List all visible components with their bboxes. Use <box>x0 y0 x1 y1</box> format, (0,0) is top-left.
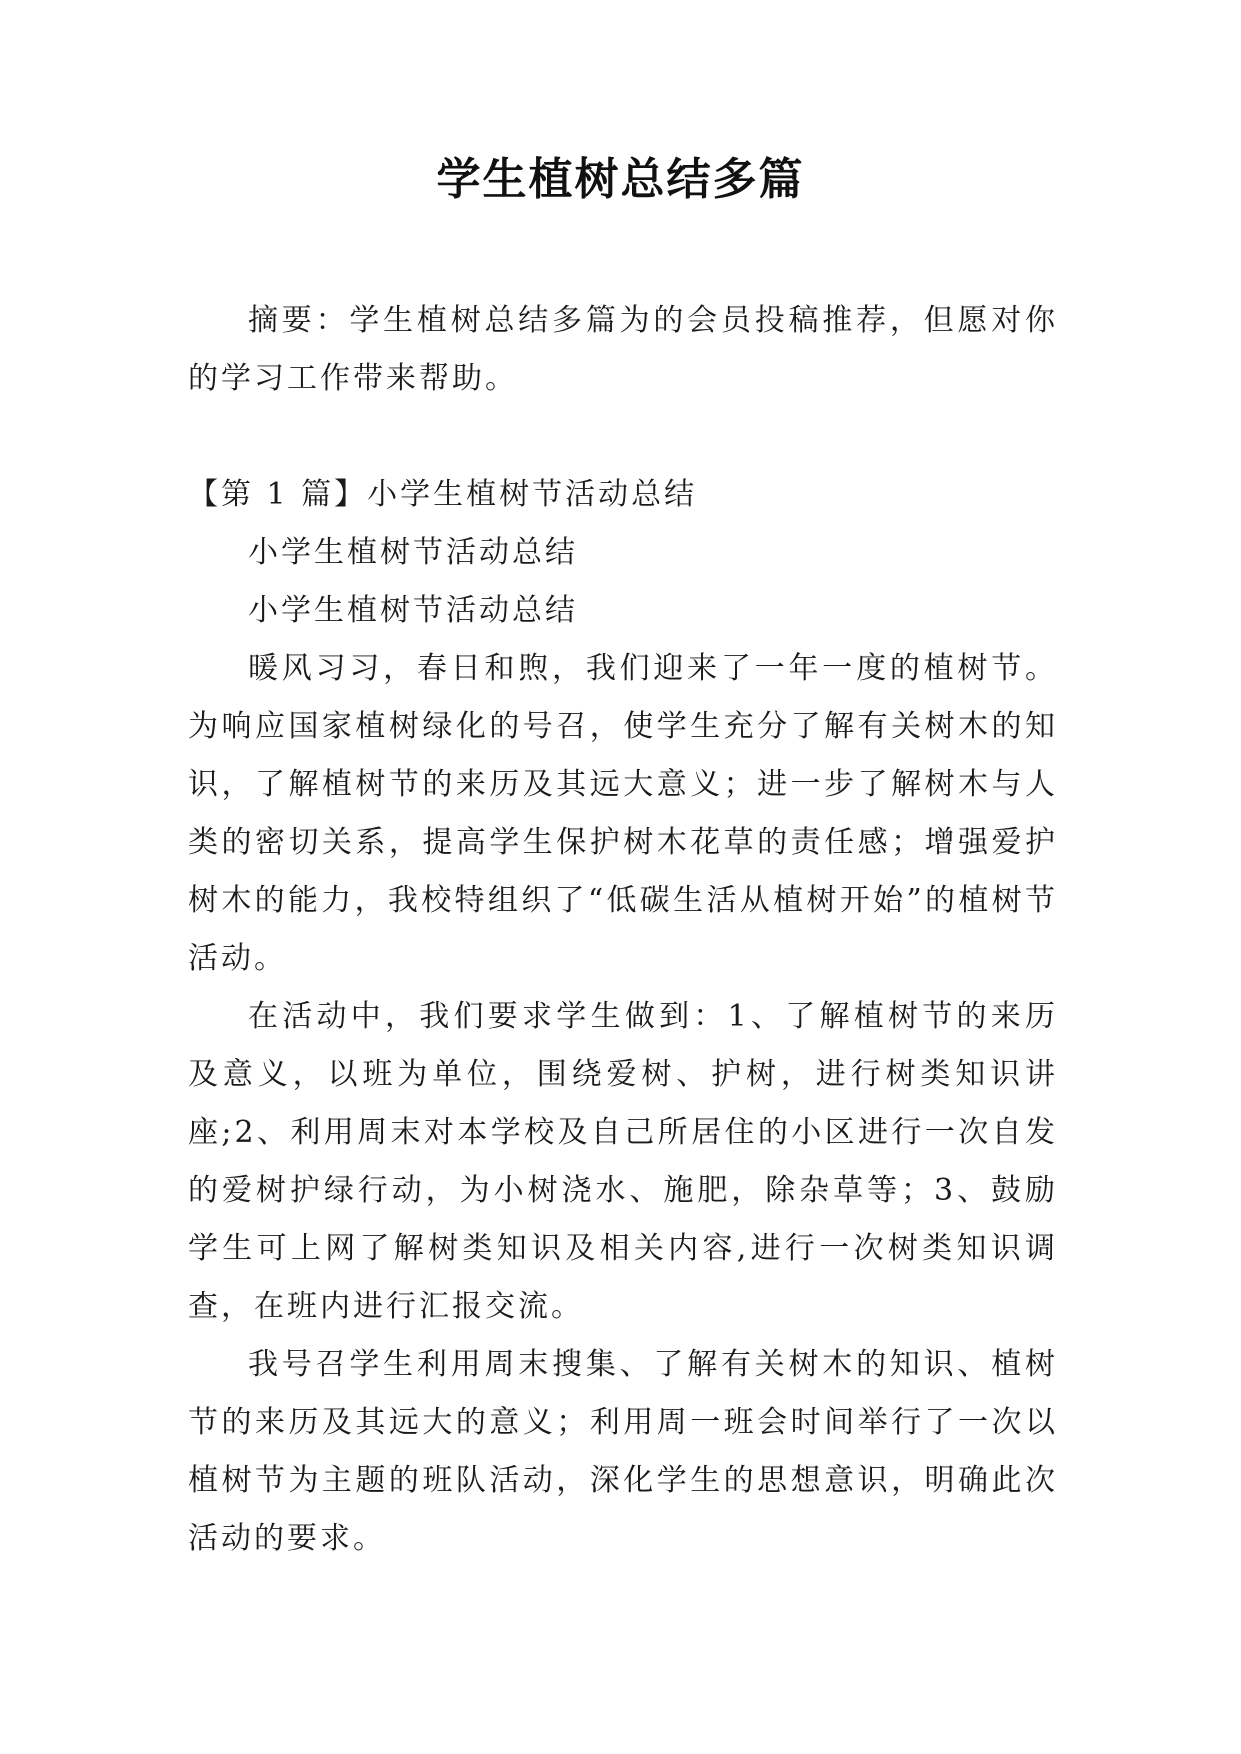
section-subtitle: 小学生植树节活动总结 <box>248 593 578 628</box>
body-paragraph: 我号召学生利用周末搜集、了解有关树木的知识、植树节的来历及其远大的意义；利用周一班会时间举行了一次以植树节为主题的班队活动，深化学生的思想意识，明确此次活动的要求。 <box>188 1347 1058 1556</box>
body-paragraph: 暖风习习，春日和煦，我们迎来了一年一度的植树节。为响应国家植树绿化的号召，使学生充分了解有关树木的知识，了解植树节的来历及其远大意义；进一步了解树木与人类的密切关系，提高学生保护树木花草的责任感；增强爱护树木的能力，我校特组织了“低碳生活从植树开始”的植树节活动。 <box>188 651 1058 976</box>
abstract-paragraph: 摘要：学生植树总结多篇为的会员投稿推荐，但愿对你的学习工作带来帮助。 <box>188 303 1058 396</box>
document-title: 学生植树总结多篇 <box>436 154 805 205</box>
section-heading: 【第 1 篇】小学生植树节活动总结 <box>188 477 698 512</box>
section-subtitle: 小学生植树节活动总结 <box>248 535 578 570</box>
spacer <box>188 408 1058 466</box>
document-body <box>188 292 1058 1568</box>
body-paragraph: 在活动中，我们要求学生做到：1、了解植树节的来历及意义，以班为单位，围绕爱树、护树，进行树类知识讲座;2、利用周末对本学校及自己所居住的小区进行一次自发的爱树护绿行动，为小树浇水、施肥，除杂草等；3、鼓励学生可上网了解树类知识及相关内容,进行一次树类知识调查，在班内进行汇报交流。 <box>188 999 1058 1324</box>
